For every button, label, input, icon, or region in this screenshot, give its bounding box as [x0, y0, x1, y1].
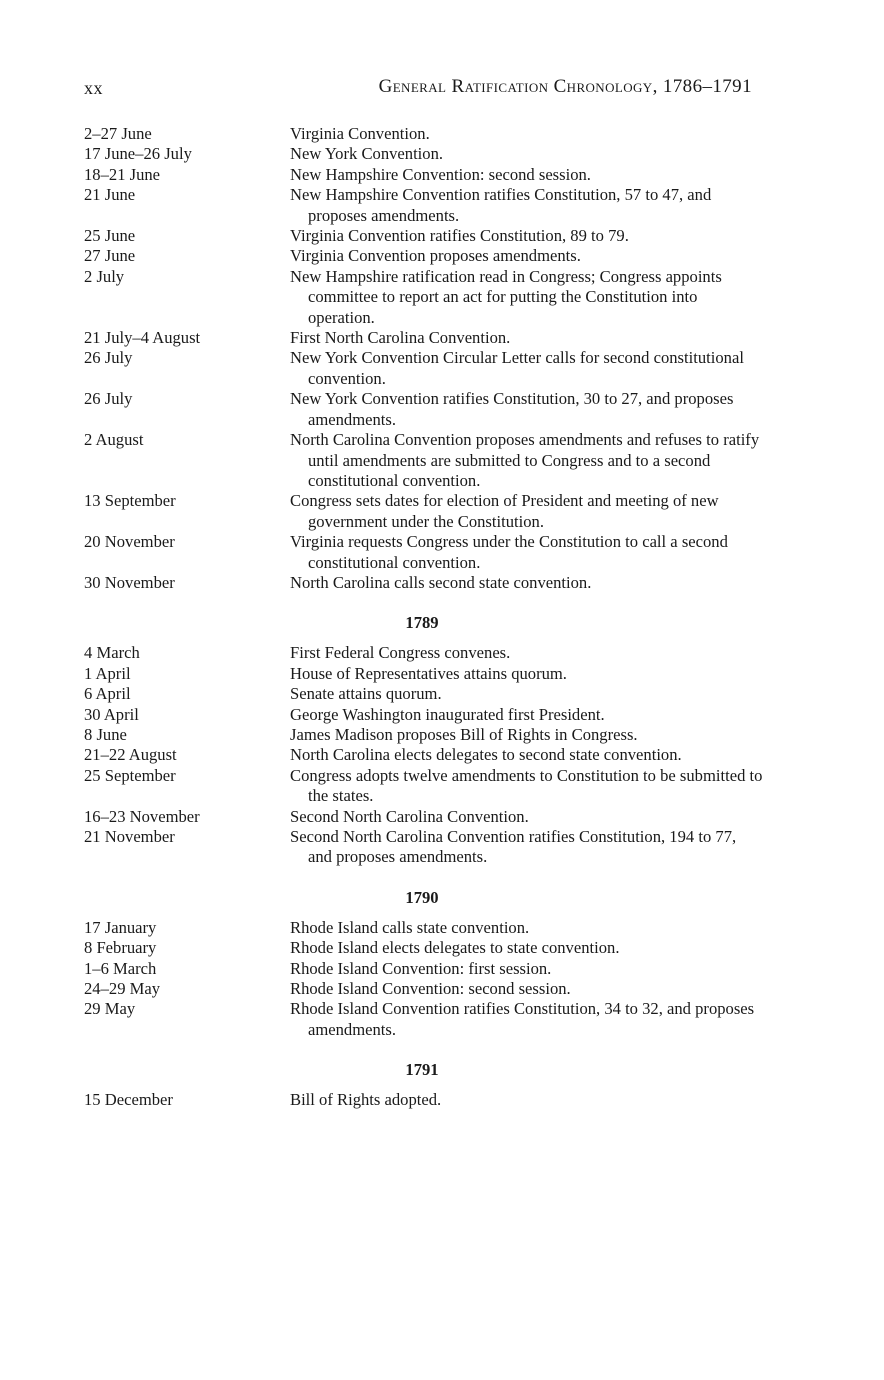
- entry-date: 8 February: [84, 938, 157, 958]
- chronology-entry: [84, 959, 764, 979]
- entry-event: Rhode Island calls state convention.: [290, 917, 530, 937]
- entry-event: First Federal Congress convenes.: [290, 643, 511, 663]
- chronology-entry: [84, 165, 764, 185]
- entry-date: 2 July: [84, 266, 125, 286]
- entry-date: 8 June: [84, 724, 127, 744]
- running-head: General Ratification Chronology, 1786–1791: [378, 76, 752, 97]
- entry-date: 2–27 June: [84, 124, 152, 143]
- entry-event: Rhode Island Convention: first session.: [290, 958, 552, 978]
- entry-event: Rhode Island Convention ratifies Constitution, 34 to 32, and proposes amendments.: [290, 999, 755, 1039]
- chronology-entry: [84, 246, 764, 266]
- entry-event: George Washington inaugurated first President.: [290, 704, 605, 724]
- chronology-entry: [84, 144, 764, 164]
- chronology-entry: [84, 918, 764, 938]
- entry-event: New York Convention ratifies Constitution, 30 to 27, and proposes amendments.: [290, 389, 734, 429]
- chronology-entry: [84, 267, 764, 328]
- entry-event: North Carolina Convention proposes amendments and refuses to ratify until amendments are submitted to Congress and to a second constitutional convention.: [290, 430, 760, 490]
- entry-date: 21–22 August: [84, 745, 177, 765]
- entry-event: Virginia Convention.: [290, 124, 430, 143]
- chronology-entry: [84, 124, 764, 144]
- entry-event: North Carolina calls second state convention.: [290, 572, 592, 592]
- entry-date: 21 November: [84, 827, 175, 846]
- entry-event: James Madison proposes Bill of Rights in Congress.: [290, 724, 638, 744]
- entry-event: Senate attains quorum.: [290, 684, 442, 704]
- chronology-entry: [84, 185, 764, 226]
- chronology-entry: [84, 328, 764, 348]
- entry-date: 17 June–26 July: [84, 144, 192, 164]
- entry-event: Virginia requests Congress under the Constitution to call a second constitutional convention.: [290, 532, 728, 572]
- chronology-entry: [84, 766, 764, 807]
- chronology-section: [84, 613, 764, 867]
- entry-event: Bill of Rights adopted.: [290, 1090, 442, 1110]
- entry-date: 21 July–4 August: [84, 328, 201, 348]
- chronology-entry: [84, 430, 764, 491]
- chronology-entry: [84, 1090, 764, 1110]
- page-number: xx: [84, 78, 103, 98]
- entry-date: 26 July: [84, 348, 133, 368]
- entry-date: 24–29 May: [84, 979, 161, 999]
- entry-date: 13 September: [84, 491, 176, 511]
- chronology-entry: [84, 226, 764, 246]
- entry-date: 20 November: [84, 532, 175, 552]
- entry-date: 26 July: [84, 389, 133, 409]
- entry-date: 25 June: [84, 226, 136, 246]
- entry-date: 30 November: [84, 572, 175, 592]
- chronology-entry: [84, 389, 764, 430]
- year-heading: 1789: [405, 613, 439, 633]
- entry-date: 6 April: [84, 684, 131, 704]
- year-heading: 1790: [405, 887, 439, 907]
- entry-event: Congress adopts twelve amendments to Constitution to be submitted to the states.: [290, 765, 763, 806]
- chronology-entry: [84, 491, 764, 532]
- entry-event: Rhode Island Convention: second session.: [290, 979, 571, 999]
- chronology-entry: [84, 532, 764, 573]
- chronology-entry: [84, 979, 764, 999]
- entry-date: 25 September: [84, 765, 176, 785]
- year-heading: 1791: [405, 1060, 439, 1080]
- entry-event: Virginia Convention ratifies Constitution, 89 to 79.: [290, 226, 629, 246]
- entry-date: 2 August: [84, 430, 144, 450]
- entry-event: Congress sets dates for election of President and meeting of new government under the Constitution.: [290, 491, 719, 531]
- entry-event: New Hampshire Convention ratifies Constitution, 57 to 47, and proposes amendments.: [290, 185, 712, 225]
- chronology-entry: [84, 643, 764, 663]
- chronology-section: [84, 124, 764, 593]
- entry-date: 15 December: [84, 1090, 173, 1110]
- entry-event: New Hampshire ratification read in Congress; Congress appoints committee to report an act for putting the Constitution into operation.: [290, 266, 722, 327]
- chronology-entry: [84, 705, 764, 725]
- entry-date: 30 April: [84, 704, 139, 724]
- chronology-list: [84, 124, 764, 1111]
- entry-event: Virginia Convention proposes amendments.: [290, 246, 581, 266]
- entry-date: 1–6 March: [84, 958, 157, 978]
- entry-date: 27 June: [84, 246, 136, 266]
- chronology-entry: [84, 827, 764, 868]
- entry-event: North Carolina elects delegates to second state convention.: [290, 745, 682, 765]
- entry-event: Rhode Island elects delegates to state convention.: [290, 938, 620, 958]
- entry-event: New York Convention.: [290, 144, 444, 164]
- chronology-entry: [84, 664, 764, 684]
- chronology-section: [84, 1060, 764, 1110]
- entry-event: Second North Carolina Convention.: [290, 806, 529, 826]
- chronology-section: [84, 888, 764, 1040]
- entry-event: First North Carolina Convention.: [290, 328, 511, 348]
- entry-event: Second North Carolina Convention ratifies Constitution, 194 to 77, and proposes amendments.: [290, 827, 737, 867]
- chronology-entry: [84, 348, 764, 389]
- entry-event: New York Convention Circular Letter calls for second constitutional convention.: [290, 348, 744, 388]
- entry-event: House of Representatives attains quorum.: [290, 663, 567, 683]
- chronology-entry: [84, 745, 764, 765]
- chronology-entry: [84, 807, 764, 827]
- chronology-entry: [84, 573, 764, 593]
- chronology-entry: [84, 999, 764, 1040]
- entry-date: 1 April: [84, 663, 131, 683]
- entry-date: 18–21 June: [84, 164, 161, 184]
- chronology-entry: [84, 938, 764, 958]
- entry-date: 16–23 November: [84, 806, 200, 826]
- entry-date: 21 June: [84, 185, 136, 205]
- entry-date: 4 March: [84, 643, 140, 663]
- chronology-entry: [84, 684, 764, 704]
- entry-event: New Hampshire Convention: second session.: [290, 164, 591, 184]
- chronology-entry: [84, 725, 764, 745]
- entry-date: 29 May: [84, 999, 136, 1019]
- entry-date: 17 January: [84, 917, 157, 937]
